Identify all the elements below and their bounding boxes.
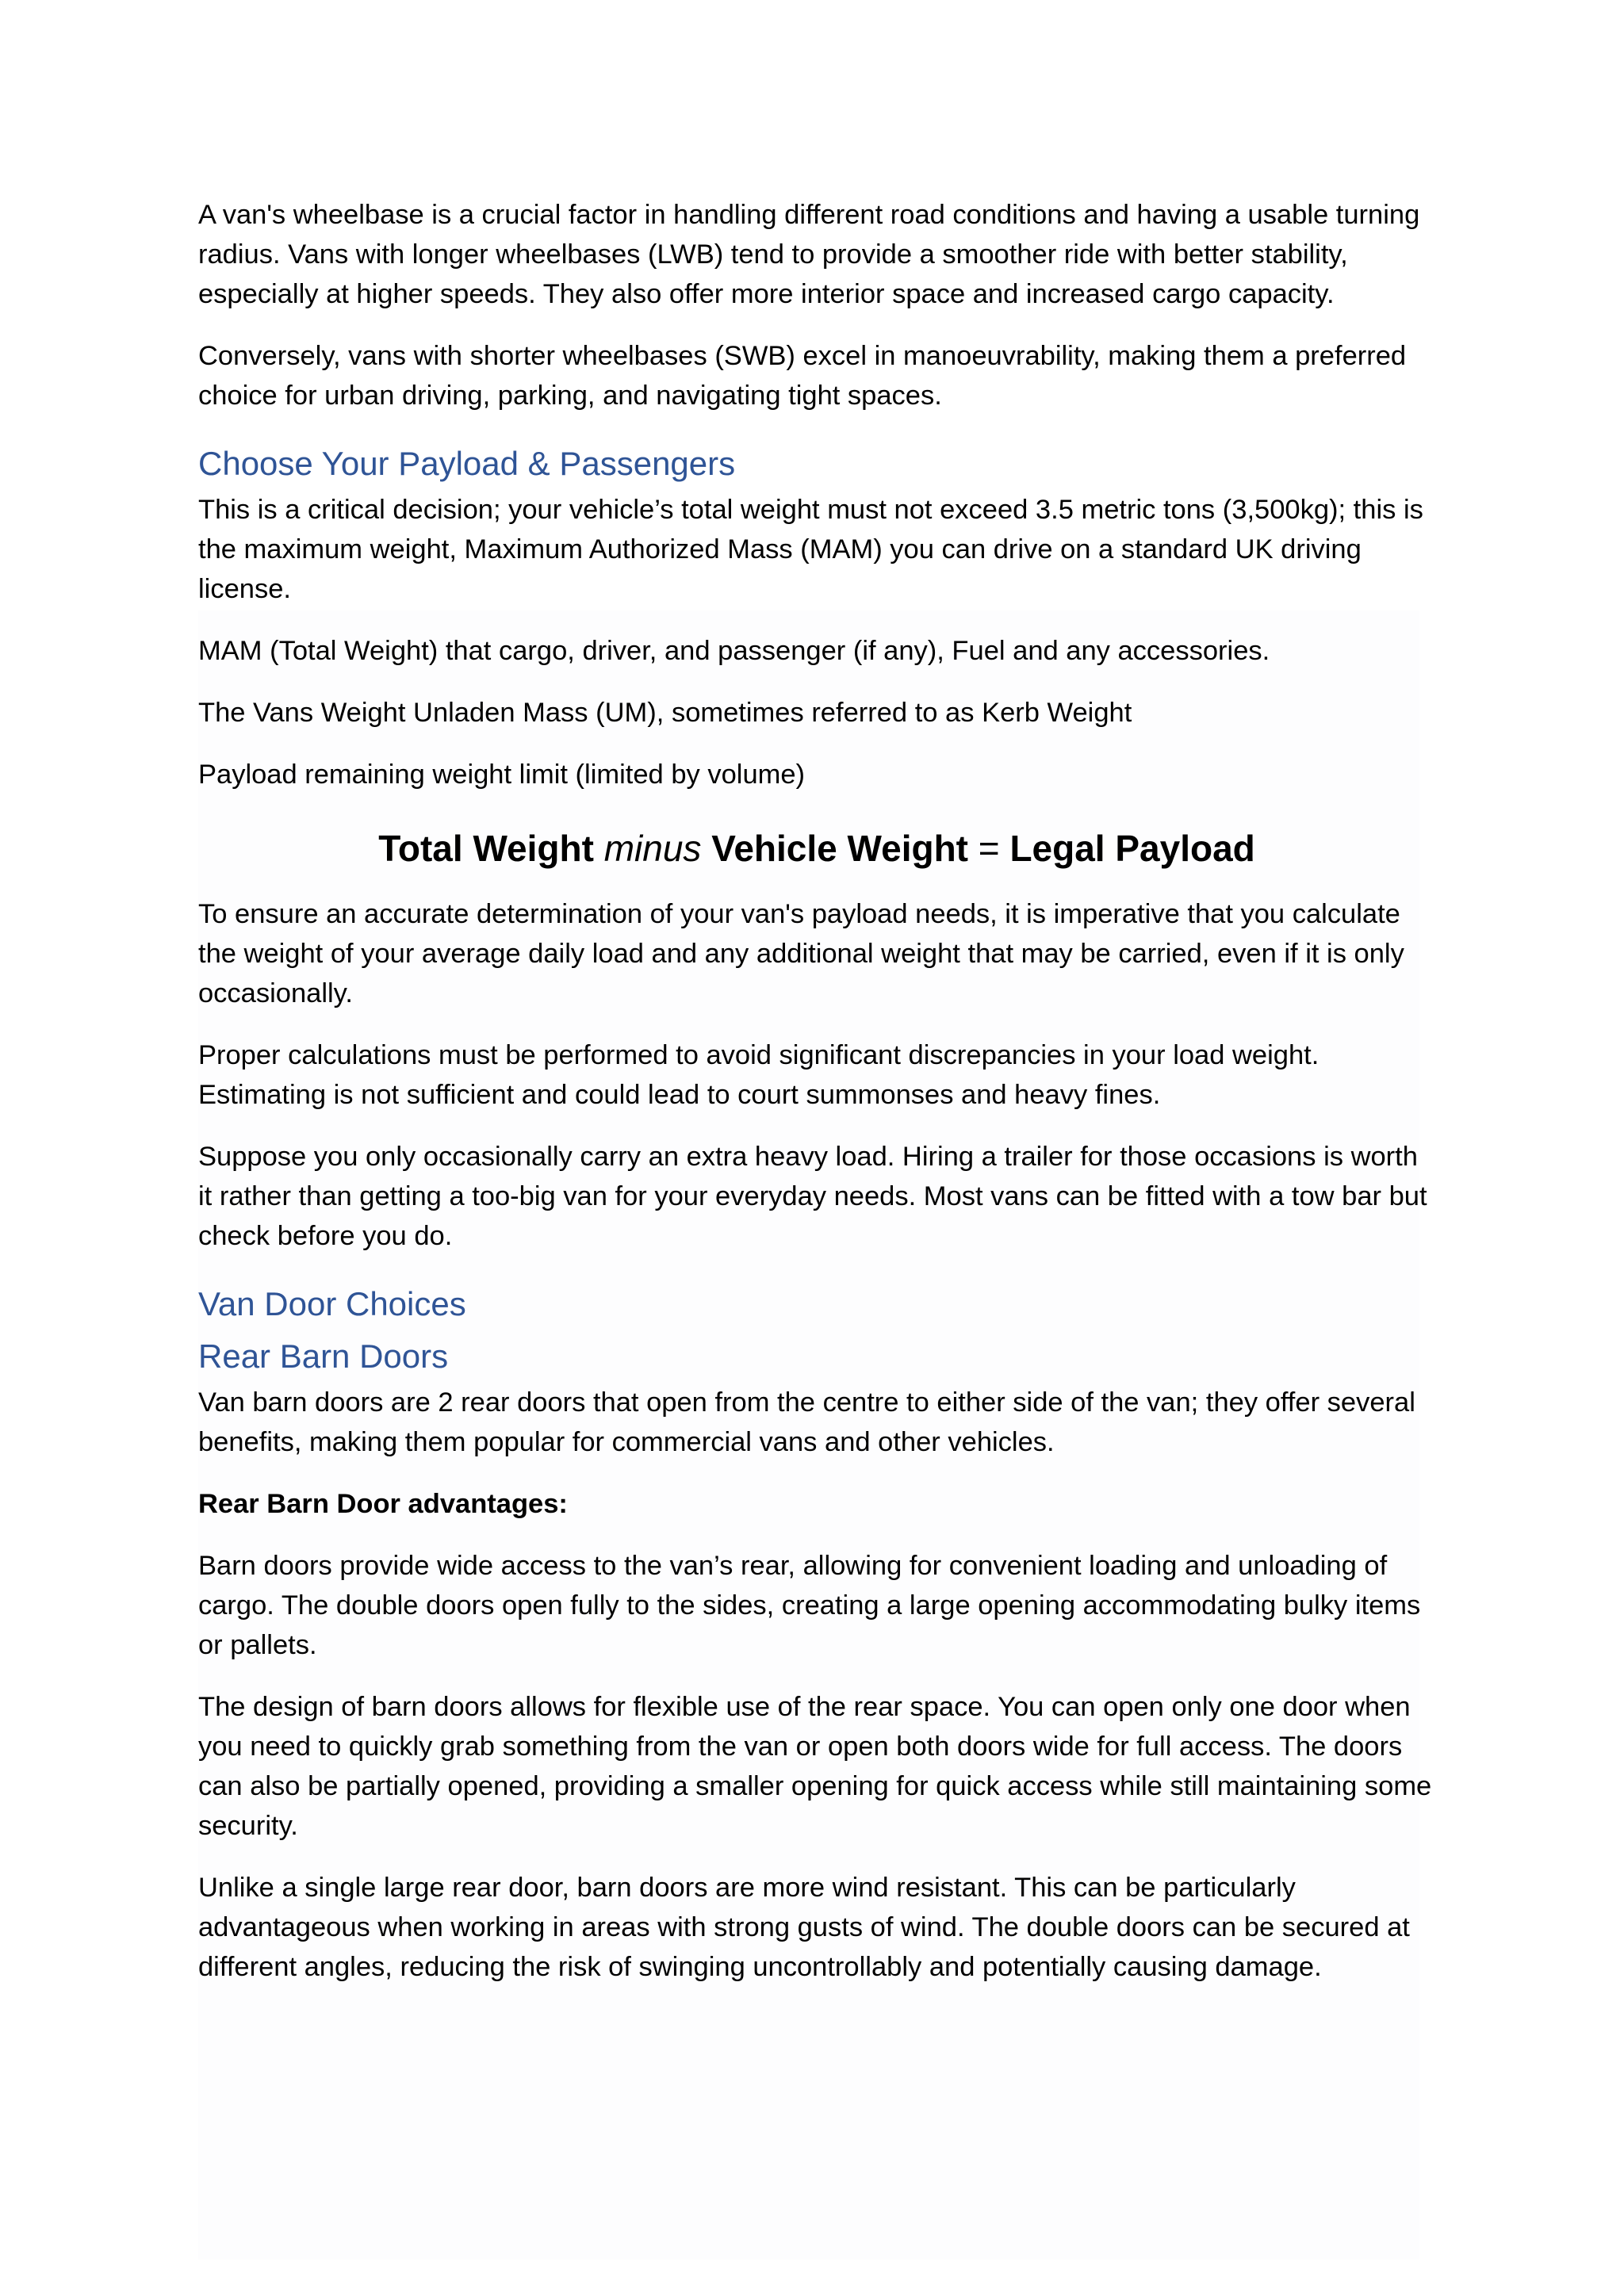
paragraph-payload-1: This is a critical decision; your vehicle’s total weight must not exceed 3.5 metric tons (3,500kg); this is the maximum weight, Maximum Authorized Mass (MAM) you can drive on a standard UK driving license. [198,495,1423,604]
paragraph-payload-6: Proper calculations must be performed to avoid significant discrepancies in your load weight. Estimating is not sufficient and could lead to court summonses and heavy fines. [198,1040,1320,1110]
formula-minus: minus [603,828,702,869]
heading-payload: Choose Your Payload & Passengers [198,445,736,482]
paragraph-payload-5: To ensure an accurate determination of your van's payload needs, it is imperative that you calculate the weight of your average daily load and any additional weight that may be carried, even if it is only occasionally. [198,899,1404,1008]
document-body [198,195,1435,2009]
paragraph-wheelbase-1: A van's wheelbase is a crucial factor in handling different road conditions and having a usable turning radius. Vans with longer wheelbases (LWB) tend to provide a smoother ride with better stability, especially at higher speeds. They also offer more interior space and increased cargo capacity. [198,200,1420,309]
formula-equals: = [978,828,1000,869]
paragraph-wheelbase-2: Conversely, vans with shorter wheelbases (SWB) excel in manoeuvrability, making them a preferred choice for urban driving, parking, and navigating tight spaces. [198,341,1407,411]
paragraph-payload-3: The Vans Weight Unladen Mass (UM), sometimes referred to as Kerb Weight [198,698,1132,728]
barn-advantages-label: Rear Barn Door advantages: [198,1489,568,1519]
payload-formula [198,817,1435,880]
formula-total-weight: Total Weight [378,828,594,869]
paragraph-payload-7: Suppose you only occasionally carry an extra heavy load. Hiring a trailer for those occasions is worth it rather than getting a too-big van for your everyday needs. Most vans can be fitted with a tow bar but check before you do. [198,1142,1427,1251]
paragraph-barn-3: The design of barn doors allows for flexible use of the rear space. You can open only one door when you need to quickly grab something from the van or open both doors wide for full access. The doors can also be partially opened, providing a smaller opening for quick access while still maintaining some security. [198,1692,1432,1841]
paragraph-barn-4: Unlike a single large rear door, barn doors are more wind resistant. This can be particularly advantageous when working in areas with strong gusts of wind. The double doors can be secured at different angles, reducing the risk of swinging uncontrollably and potentially causing damage. [198,1873,1410,1982]
paragraph-payload-2: MAM (Total Weight) that cargo, driver, and passenger (if any), Fuel and any accessories. [198,636,1270,666]
paragraph-payload-4: Payload remaining weight limit (limited by volume) [198,760,806,790]
formula-legal-payload: Legal Payload [1009,828,1255,869]
heading-barn-doors: Rear Barn Doors [198,1337,449,1375]
paragraph-barn-2: Barn doors provide wide access to the van’s rear, allowing for convenient loading and unloading of cargo. The double doors open fully to the sides, creating a large opening accommodating bulky items or pallets. [198,1551,1421,1660]
paragraph-barn-1: Van barn doors are 2 rear doors that open from the centre to either side of the van; they offer several benefits, making them popular for commercial vans and other vehicles. [198,1387,1415,1457]
formula-vehicle-weight: Vehicle Weight [711,828,968,869]
heading-door-choices: Van Door Choices [198,1285,466,1322]
